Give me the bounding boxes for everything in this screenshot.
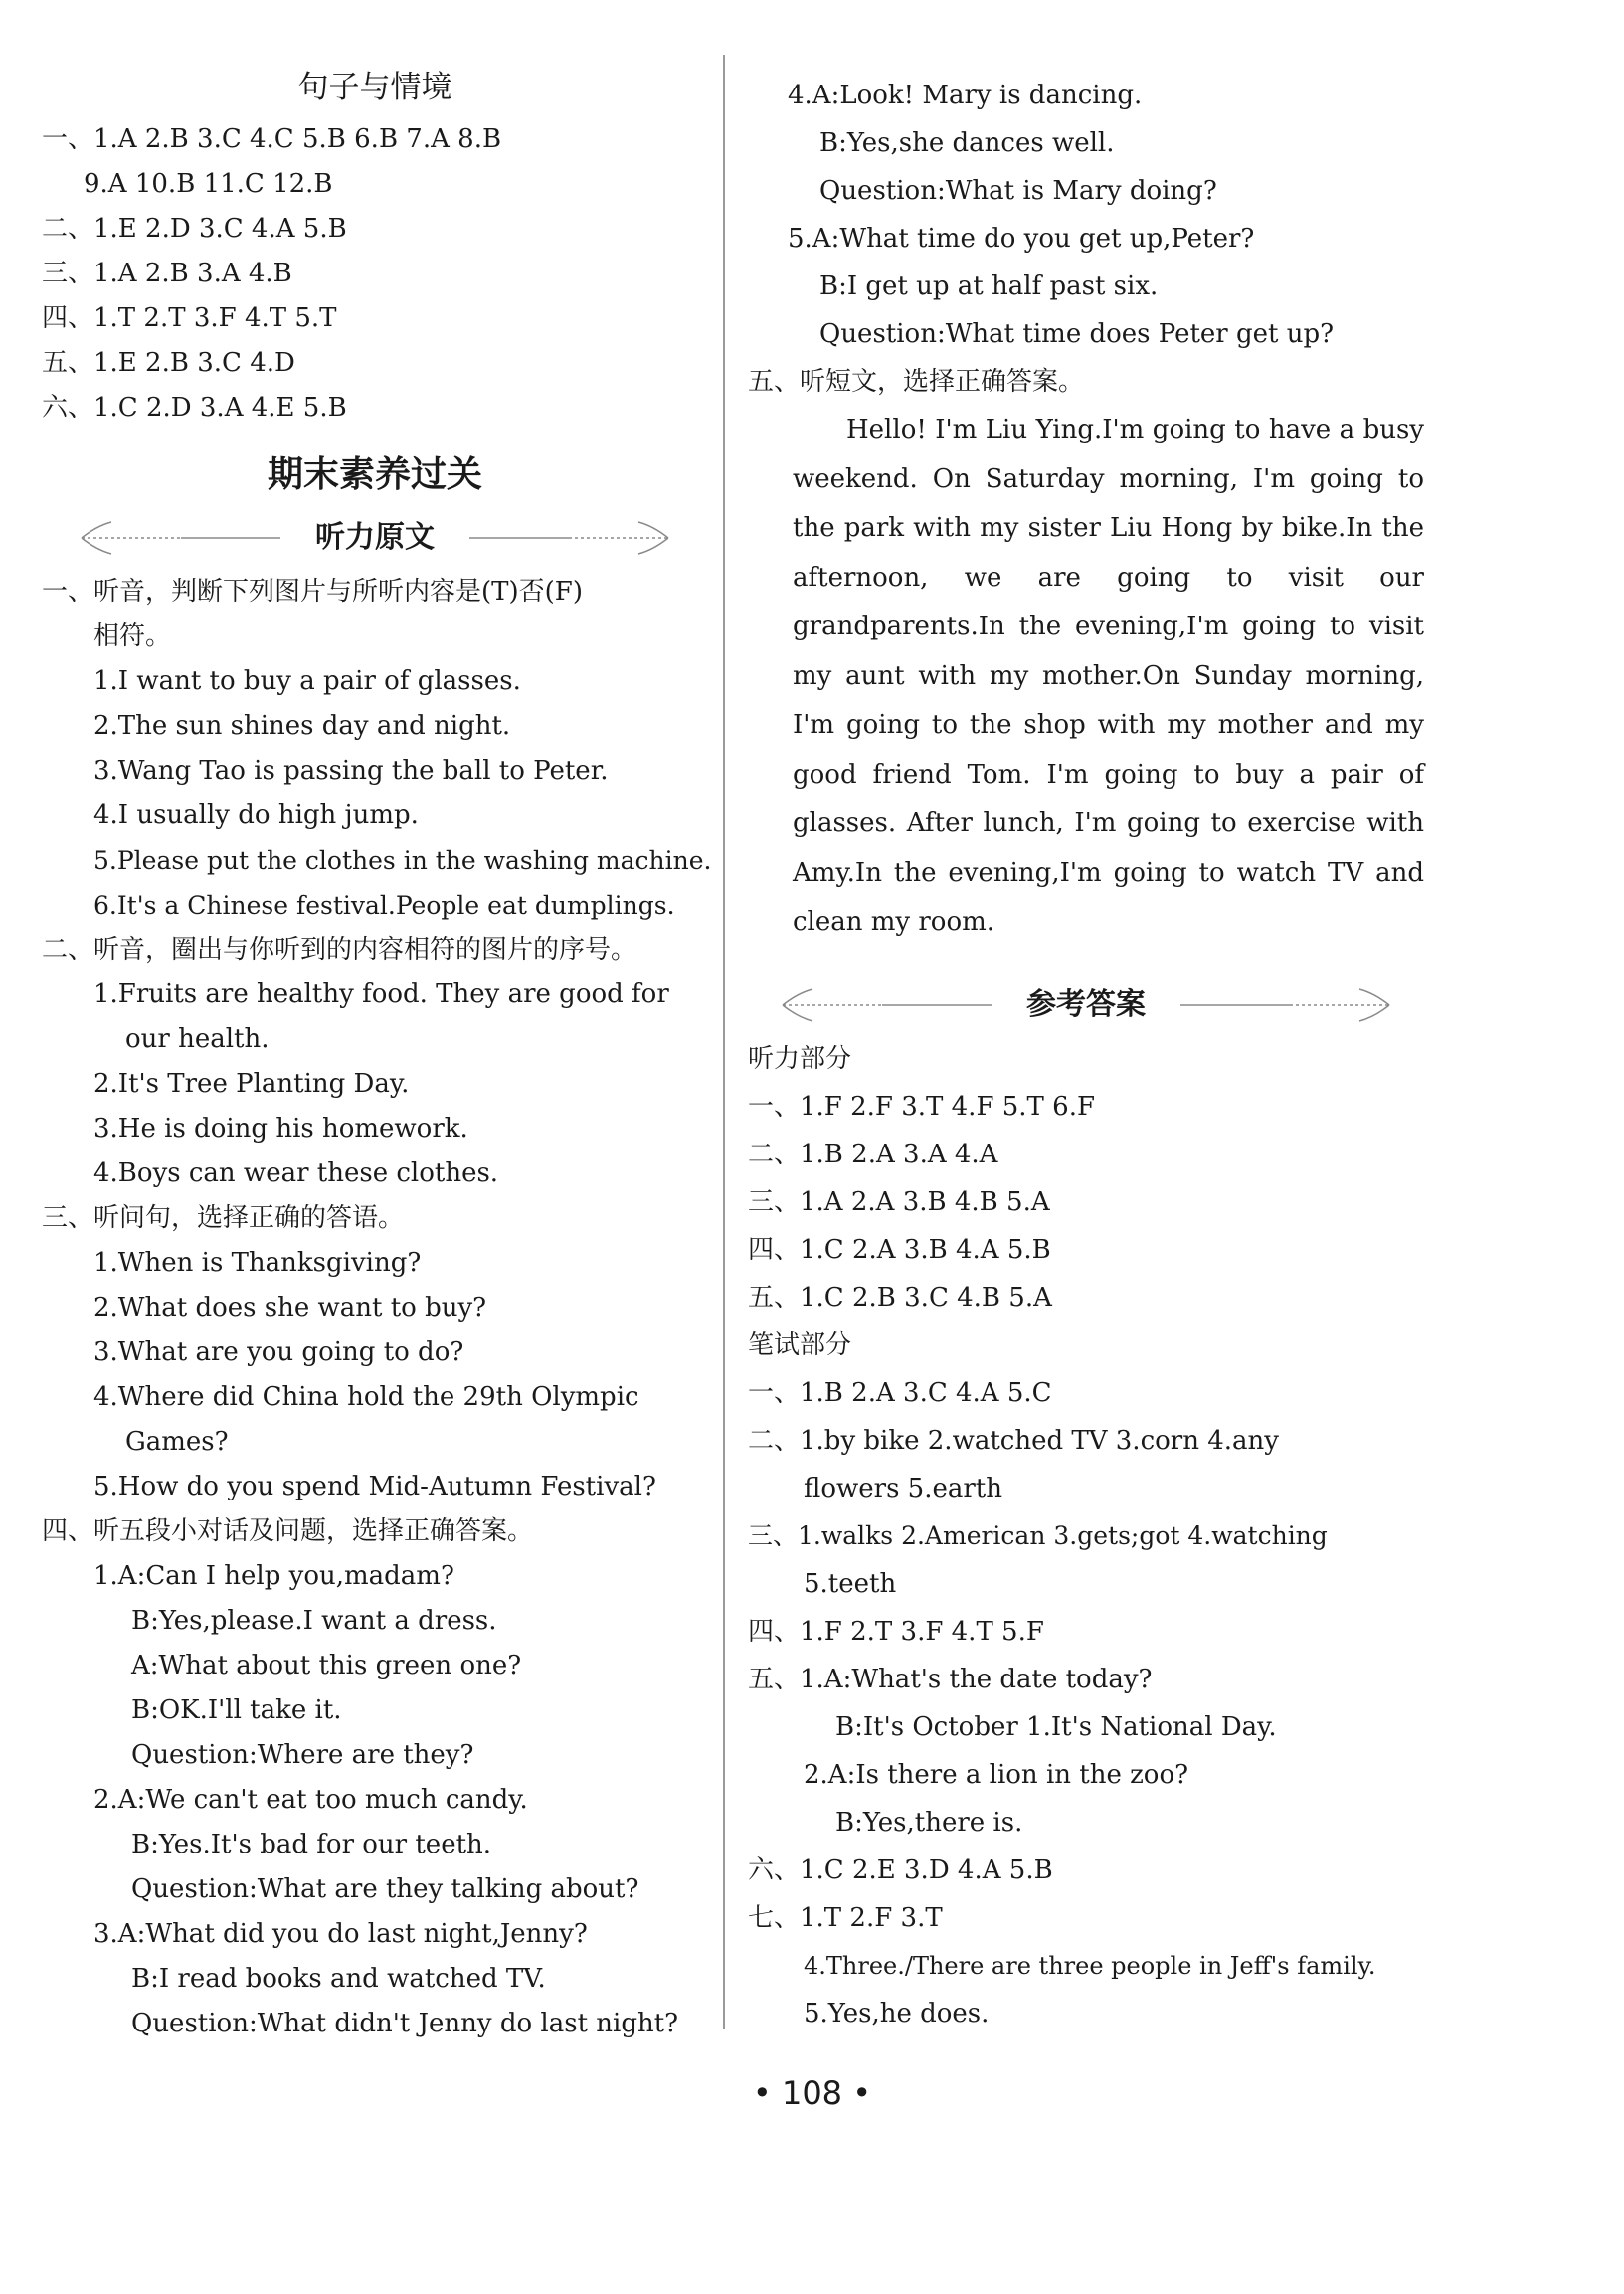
part1-heading: 一、听音，判断下列图片与所听内容是(T)否(F): [42, 577, 583, 607]
listening-item: 3.He is doing his homework.: [93, 1114, 468, 1144]
listening-item: 2.The sun shines day and night.: [93, 711, 511, 741]
dialogue-line: B:Yes,please.I want a dress.: [131, 1606, 497, 1636]
listening-item: 1.I want to buy a pair of glasses.: [93, 666, 521, 696]
answer-line: flowers 5.earth: [804, 1473, 1002, 1503]
part4-heading: 四、听五段小对话及问题，选择正确答案。: [42, 1516, 534, 1546]
answer-line: 2.A:Is there a lion in the zoo?: [804, 1759, 1189, 1790]
listening-item: 6.It's a Chinese festival.People eat dumplings.: [93, 891, 675, 920]
dialogue-line: B:I read books and watched TV.: [131, 1964, 546, 1994]
answer-line: 二、1.by bike 2.watched TV 3.corn 4.any: [748, 1425, 1279, 1456]
listening-item-cont: our health.: [125, 1024, 270, 1054]
listening-item: 4.Where did China hold the 29th Olympic: [93, 1382, 639, 1412]
answer-line: 五、1.A:What's the date today?: [748, 1664, 1153, 1694]
answer-line: 4.Three./There are three people in Jeff's family.: [804, 1951, 1376, 1980]
answer-line: 四、1.F 2.T 3.F 4.T 5.F: [748, 1616, 1044, 1647]
answer-line: 五、1.C 2.B 3.C 4.B 5.A: [748, 1282, 1052, 1313]
answer-line: 六、1.C 2.E 3.D 4.A 5.B: [748, 1854, 1053, 1885]
answers-banner: [748, 975, 1424, 1035]
listening-part-label: 听力部分: [748, 1043, 852, 1074]
dialogue-line: 5.A:What time do you get up,Peter?: [788, 224, 1255, 254]
dialogue-line: 3.A:What did you do last night,Jenny?: [93, 1919, 588, 1949]
dialogue-line: 4.A:Look! Mary is dancing.: [788, 81, 1143, 110]
listening-banner: [42, 508, 708, 568]
answer-line: 二、1.E 2.D 3.C 4.A 5.B: [42, 214, 347, 244]
dialogue-question: Question:Where are they?: [131, 1740, 474, 1770]
listening-item: 1.When is Thanksgiving?: [93, 1248, 422, 1278]
listening-banner-text: 听力原文: [315, 520, 435, 555]
answer-line: 五、1.E 2.B 3.C 4.D: [42, 348, 295, 378]
passage-text: Hello! I'm Liu Ying.I'm going to have a busy weekend. On Saturday morning, I'm going to the park with my sister Liu Hong by bike.In the afternoon, we are going to visit our grandparents.In the evening,I'm going to visit my aunt with my mother.On Sunday morning, I'm going to the shop with my mother and my good friend Tom. I'm going to buy a pair of glasses. After lunch, I'm going to exercise with Amy.In the evening,I'm going to watch TV and clean my room.: [793, 415, 1424, 937]
answer-line: 三、1.A 2.B 3.A 4.B: [42, 259, 292, 288]
listening-item: 4.I usually do high jump.: [93, 800, 419, 830]
answer-line: B:It's October 1.It's National Day.: [835, 1711, 1277, 1742]
listening-item: 2.What does she want to buy?: [93, 1293, 487, 1323]
answer-line: 六、1.C 2.D 3.A 4.E 5.B: [42, 393, 347, 423]
part1-heading-cont: 相符。: [93, 621, 172, 651]
dialogue-line: B:Yes,she dances well.: [819, 128, 1115, 158]
column-divider: [723, 55, 725, 2029]
listening-item-cont: Games?: [125, 1427, 229, 1457]
answer-line: 9.A 10.B 11.C 12.B: [84, 169, 333, 199]
part5-heading: 五、听短文，选择正确答案。: [748, 367, 1085, 397]
dialogue-question: Question:What are they talking about?: [131, 1874, 639, 1904]
main-title: 期末素养过关: [267, 454, 482, 495]
section-title-sentences: 句子与情境: [297, 70, 452, 105]
answer-line: 三、1.walks 2.American 3.gets;got 4.watching: [748, 1520, 1328, 1550]
listening-item: 5.How do you spend Mid-Autumn Festival?: [93, 1472, 656, 1501]
dialogue-line: B:OK.I'll take it.: [131, 1695, 342, 1725]
dialogue-question: Question:What is Mary doing?: [819, 176, 1217, 206]
answers-banner-text: 参考答案: [1026, 986, 1146, 1022]
listening-item: 1.Fruits are healthy food. They are good for: [93, 979, 669, 1009]
answer-line: 二、1.B 2.A 3.A 4.A: [748, 1139, 998, 1169]
part2-heading: 二、听音，圈出与你听到的内容相符的图片的序号。: [42, 935, 637, 965]
dialogue-line: 2.A:We can't eat too much candy.: [93, 1785, 528, 1815]
answer-line: 一、1.F 2.F 3.T 4.F 5.T 6.F: [748, 1091, 1096, 1122]
answer-line: 三、1.A 2.A 3.B 4.B 5.A: [748, 1186, 1050, 1217]
answer-line: 四、1.T 2.T 3.F 4.T 5.T: [42, 303, 337, 333]
listening-item: 3.Wang Tao is passing the ball to Peter.: [93, 756, 609, 786]
answer-line: 5.teeth: [804, 1568, 897, 1599]
answer-line: B:Yes,there is.: [835, 1807, 1023, 1838]
answer-line: 一、1.B 2.A 3.C 4.A 5.C: [748, 1377, 1052, 1408]
answer-line: 一、1.A 2.B 3.C 4.C 5.B 6.B 7.A 8.B: [42, 124, 502, 154]
part3-heading: 三、听问句，选择正确的答语。: [42, 1203, 405, 1233]
listening-item: 2.It's Tree Planting Day.: [93, 1069, 410, 1099]
answer-line: 七、1.T 2.F 3.T: [748, 1902, 943, 1933]
answer-line: 5.Yes,he does.: [804, 1998, 990, 2029]
listening-item: 4.Boys can wear these clothes.: [93, 1158, 499, 1188]
right-column: [748, 72, 1424, 2037]
dialogue-question: Question:What time does Peter get up?: [819, 319, 1335, 349]
written-part-label: 笔试部分: [748, 1329, 852, 1360]
dialogue-line: B:I get up at half past six.: [819, 271, 1159, 301]
listening-item: 3.What are you going to do?: [93, 1337, 464, 1367]
dialogue-line: 1.A:Can I help you,madam?: [93, 1561, 454, 1591]
dialogue-line: A:What about this green one?: [131, 1651, 522, 1680]
dialogue-line: B:Yes.It's bad for our teeth.: [131, 1830, 492, 1859]
left-column: [42, 68, 712, 2046]
listening-item: 5.Please put the clothes in the washing machine.: [93, 846, 712, 875]
answer-line: 四、1.C 2.A 3.B 4.A 5.B: [748, 1234, 1051, 1265]
dialogue-question: Question:What didn't Jenny do last night?: [131, 2009, 679, 2038]
page-number: • 108 •: [752, 2074, 872, 2112]
